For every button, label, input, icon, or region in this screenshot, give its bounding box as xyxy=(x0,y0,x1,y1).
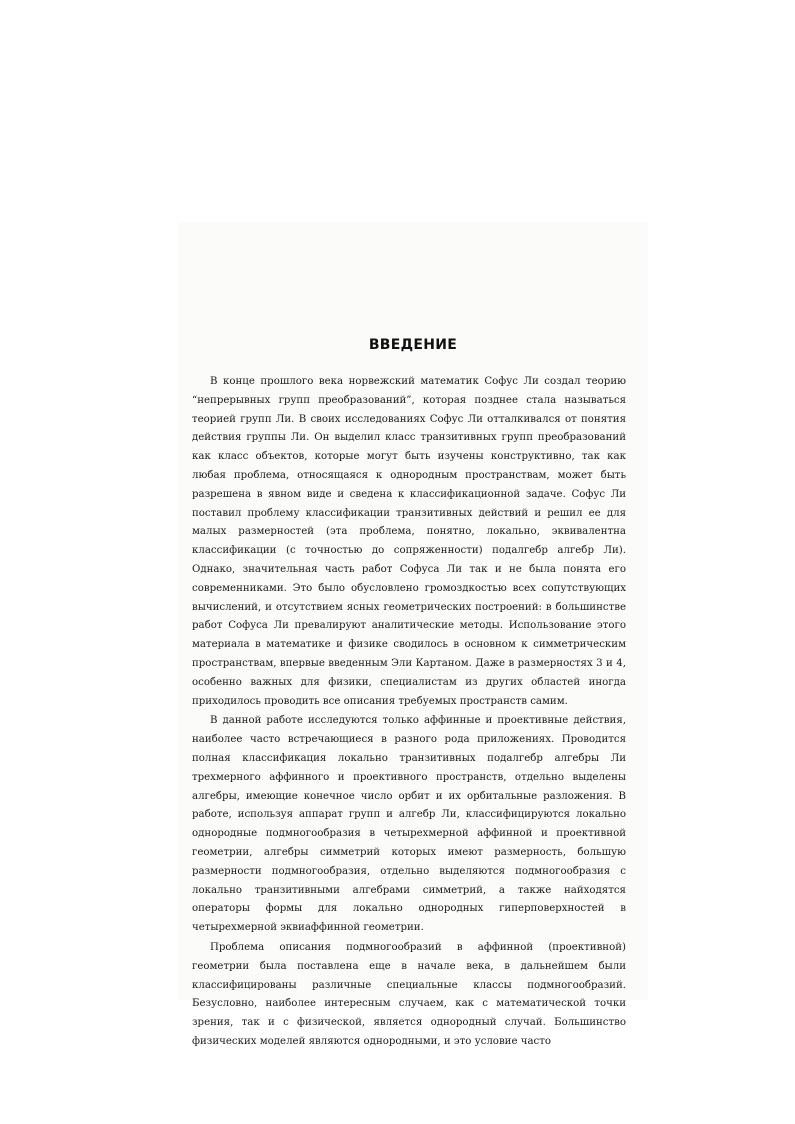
paragraph-2: В данной работе исследуются только аффинные и проективные действия, наиболее часто встречающиеся в разного рода приложениях. Проводится полная классификация локально транзитивных подалгебр алгебры Ли трехмерного аффинного и проективного пространств, отдельно выделены алгебры, имеющие конечное число орбит и их орбитальные разложения. В работе, используя аппарат групп и алгебр Ли, классифицируются локально однородные подмногообразия в четырехмерной аффинной и проективной геометрии, алгебры симметрий которых имеют размерность, большую размерности подмногообразия, отдельно выделяются подмногообразия с локально транзитивными алгебрами симметрий, а также найходятся операторы формы для локально однородных гиперповерхностей в четырехмерной эквиаффинной геометрии. xyxy=(192,715,626,934)
paragraph-3: Проблема описания подмногообразий в аффинной (проективной) геометрии была поставлена еще в начале века, в дальнейшем были классифицированы различные специальные классы подмногообразий. Безусловно, наиболее интересным случаем, как с математической точки зрения, так и с физической, является однородный случай. Большинство физических моделей являются однородными, и это условие часто xyxy=(192,941,626,1047)
page-title: ВВЕДЕНИЕ xyxy=(368,337,458,353)
paragraph-1: В конце прошлого века норвежский математик Софус Ли создал теорию “непрерывных групп преобразований”, которая позднее стала называться теорией групп Ли. В своих исследованиях Софус Ли отталкивался от понятия действия группы Ли. Он выделил класс транзитивных групп преобразований как класс объектов, которые могут быть изучены конструктивно, так как любая проблема, относящаяся к однородным пространствам, может быть разрешена в явном виде и сведена к классификационной задаче. Софус Ли поставил проблему классификации транзитивных действий и решил ее для малых размерностей (эта проблема, понятно, локально, эквивалентна классификации (с точностью до сопряженности) подалгебр алгебр Ли). Однако, значительная часть работ Софуса Ли так и не была понята его современниками. Это было обусловлено громоздкостью всех сопутствующих вычислений, и отсутствием ясных геометрических построений: в большинстве работ Софуса Ли превалируют аналитические методы. Использование этого материала в математике и физике сводилось в основном к симметрическим пространствам, впервые введенным Эли Картаном. Даже в размерностях 3 и 4, особенно важных для физики, специалистам из других областей иногда приходилось проводить все описания требуемых пространств самим. xyxy=(192,376,626,707)
body-text xyxy=(192,373,626,1053)
